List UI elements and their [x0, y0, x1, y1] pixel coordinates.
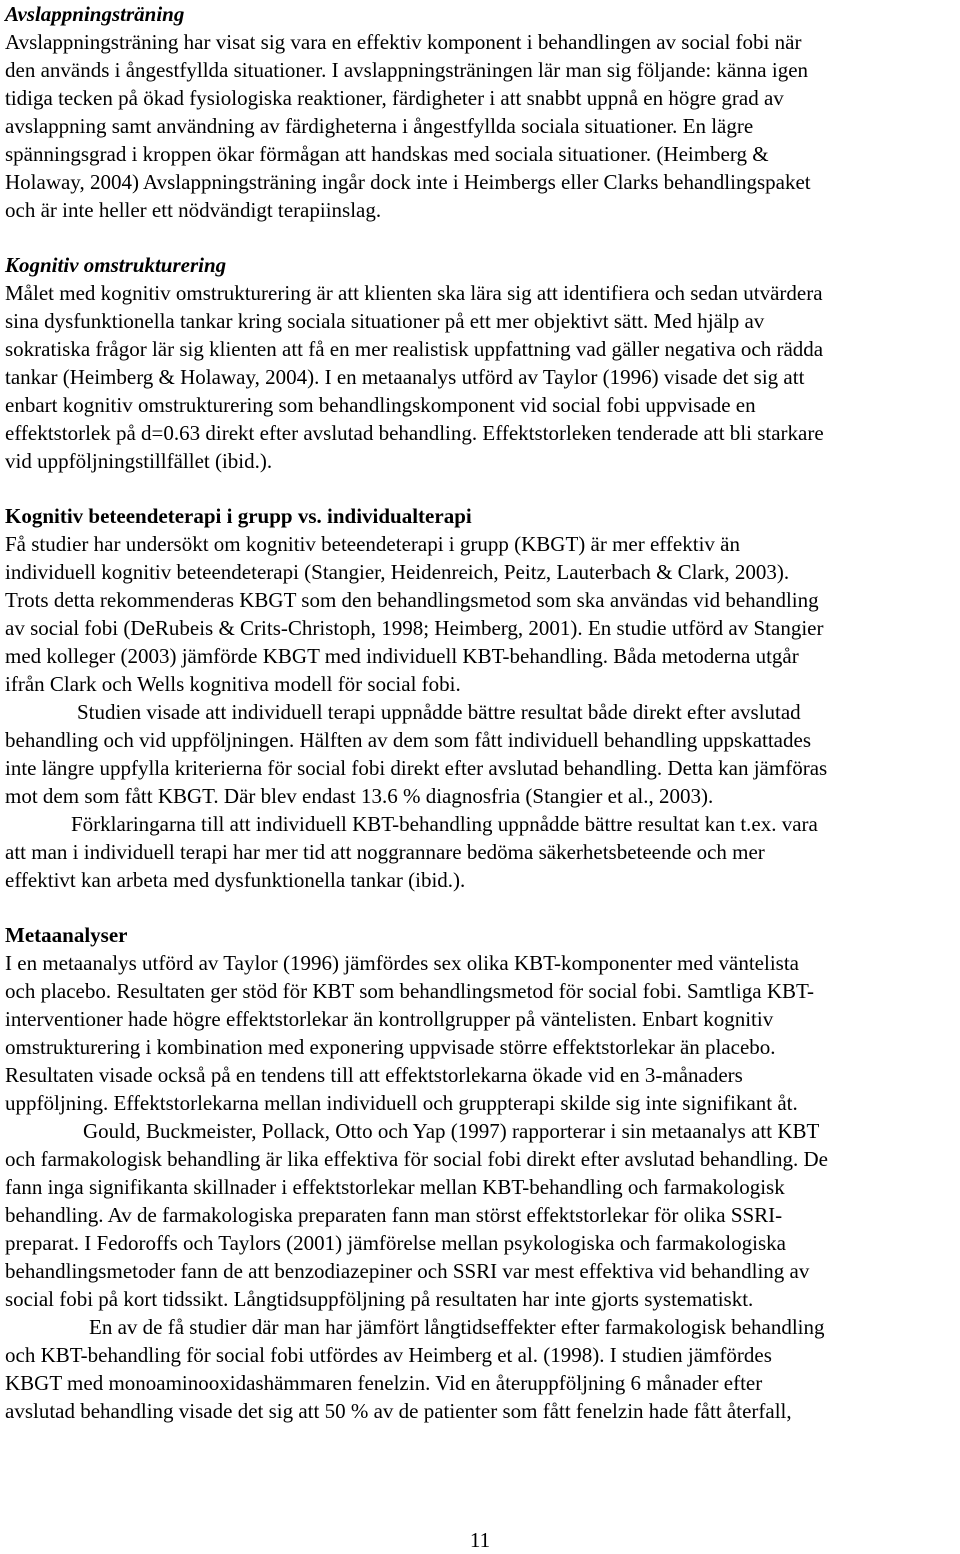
paragraph-line: preparat. I Fedoroffs och Taylors (2001) jämförelse mellan psykologiska och farmakologiska	[5, 1231, 786, 1255]
paragraph-line: Avslappningsträning har visat sig vara en effektiv komponent i behandlingen av social fobi när	[5, 30, 802, 54]
paragraph-line: behandlingsmetoder fann de att benzodiazepiner och SSRI var mest effektiva vid behandling av	[5, 1259, 810, 1283]
paragraph-line: inte längre uppfylla kriterierna för social fobi direkt efter avslutad behandling. Detta kan jämföras	[5, 756, 828, 780]
paragraph-line: och är inte heller ett nödvändigt terapiinslag.	[5, 198, 382, 222]
section-heading-grupp: Kognitiv beteendeterapi i grupp vs. individualterapi	[5, 504, 472, 528]
paragraph-line: vid uppföljningstillfället (ibid.).	[5, 449, 273, 473]
paragraph-line: omstrukturering i kombination med exponering uppvisade större effektstorlekar än placebo.	[5, 1035, 776, 1059]
paragraph-line: Trots detta rekommenderas KBGT som den behandlingsmetod som ska användas vid behandling	[5, 588, 819, 612]
paragraph-line: uppföljning. Effektstorlekarna mellan individuell och gruppterapi skilde sig inte signifikant åt.	[5, 1091, 798, 1115]
paragraph-line: avslutad behandling visade det sig att 50 % av de patienter som fått fenelzin hade fått återfall,	[5, 1399, 792, 1423]
paragraph-line: tidiga tecken på ökad fysiologiska reaktioner, färdigheter i att snabbt uppnå en högre grad av	[5, 86, 784, 110]
paragraph-line: spänningsgrad i kroppen ökar förmågan att handskas med sociala situationer. (Heimberg &	[5, 142, 769, 166]
paragraph-line: sokratiska frågor lär sig klienten att få en mer realistisk uppfattning vad gäller negativa och rädda	[5, 337, 824, 361]
page-number: 11	[469, 1528, 491, 1552]
paragraph-line: fann inga signifikanta skillnader i effektstorlekar mellan KBT-behandling och farmakologisk	[5, 1175, 785, 1199]
paragraph-line: behandling. Av de farmakologiska preparaten fann man störst effektstorlekar för olika SSRI-	[5, 1203, 783, 1227]
paragraph-line: och KBT-behandling för social fobi utfördes av Heimberg et al. (1998). I studien jämfördes	[5, 1343, 772, 1367]
paragraph-line: effektivt kan arbeta med dysfunktionella tankar (ibid.).	[5, 868, 466, 892]
paragraph-line: ifrån Clark och Wells kognitiva modell för social fobi.	[5, 672, 461, 696]
section-heading-kognitiv: Kognitiv omstrukturering	[5, 253, 227, 277]
paragraph-line-indented: Studien visade att individuell terapi uppnådde bättre resultat både direkt efter avslutad	[77, 700, 801, 724]
section-heading-avslappning: Avslappningsträning	[5, 2, 185, 26]
paragraph-line: individuell kognitiv beteendeterapi (Stangier, Heidenreich, Peitz, Lauterbach & Clark, 2003).	[5, 560, 790, 584]
paragraph-line: I en metaanalys utförd av Taylor (1996) jämfördes sex olika KBT-komponenter med väntelista	[5, 951, 799, 975]
paragraph-line: att man i individuell terapi har mer tid att noggrannare bedöma säkerhetsbeteende och mer	[5, 840, 765, 864]
section-heading-metaanalyser: Metaanalyser	[5, 923, 128, 947]
paragraph-line: Målet med kognitiv omstrukturering är att klienten ska lära sig att identifiera och sedan utvärdera	[5, 281, 823, 305]
paragraph-line: och placebo. Resultaten ger stöd för KBT som behandlingsmetod för social fobi. Samtliga KBT-	[5, 979, 814, 1003]
paragraph-line: behandling och vid uppföljningen. Hälften av dem som fått individuell behandling uppskattades	[5, 728, 811, 752]
paragraph-line: tankar (Heimberg & Holaway, 2004). I en metaanalys utförd av Taylor (1996) visade det sig att	[5, 365, 805, 389]
document-page	[5, 0, 955, 1425]
paragraph-line-indented: Förklaringarna till att individuell KBT-behandling uppnådde bättre resultat kan t.ex. vara	[71, 812, 818, 836]
paragraph-line: avslappning samt användning av färdigheterna i ångestfyllda sociala situationer. En lägre	[5, 114, 754, 138]
paragraph-line: social fobi på kort tidssikt. Långtidsuppföljning på resultaten har inte gjorts systematiskt.	[5, 1287, 754, 1311]
paragraph-line: sina dysfunktionella tankar kring sociala situationer på ett mer objektivt sätt. Med hjälp av	[5, 309, 765, 333]
paragraph-line: Resultaten visade också på en tendens till att effektstorlekarna ökade vid en 3-månaders	[5, 1063, 743, 1087]
paragraph-line: effektstorlek på d=0.63 direkt efter avslutad behandling. Effektstorleken tenderade att bli starkare	[5, 421, 824, 445]
paragraph-line: mot dem som fått KBGT. Där blev endast 13.6 % diagnosfria (Stangier et al., 2003).	[5, 784, 714, 808]
paragraph-line: den används i ångestfyllda situationer. I avslappningsträningen lär man sig följande: känna igen	[5, 58, 809, 82]
paragraph-line: Holaway, 2004) Avslappningsträning ingår dock inte i Heimbergs eller Clarks behandlingspaket	[5, 170, 811, 194]
paragraph-line: med kolleger (2003) jämförde KBGT med individuell KBT-behandling. Båda metoderna utgår	[5, 644, 799, 668]
paragraph-line: enbart kognitiv omstrukturering som behandlingskomponent vid social fobi uppvisade en	[5, 393, 756, 417]
paragraph-line-indented: En av de få studier där man har jämfört långtidseffekter efter farmakologisk behandling	[89, 1315, 825, 1339]
paragraph-line: av social fobi (DeRubeis & Crits-Christoph, 1998; Heimberg, 2001). En studie utförd av Stangier	[5, 616, 824, 640]
paragraph-line: Få studier har undersökt om kognitiv beteendeterapi i grupp (KBGT) är mer effektiv än	[5, 532, 740, 556]
paragraph-line-indented: Gould, Buckmeister, Pollack, Otto och Yap (1997) rapporterar i sin metaanalys att KBT	[83, 1119, 820, 1143]
paragraph-line: interventioner hade högre effektstorlekar än kontrollgrupper på väntelisten. Enbart kognitiv	[5, 1007, 774, 1031]
paragraph-line: och farmakologisk behandling är lika effektiva för social fobi direkt efter avslutad behandling. De	[5, 1147, 828, 1171]
paragraph-line: KBGT med monoaminooxidashämmaren fenelzin. Vid en återuppföljning 6 månader efter	[5, 1371, 763, 1395]
